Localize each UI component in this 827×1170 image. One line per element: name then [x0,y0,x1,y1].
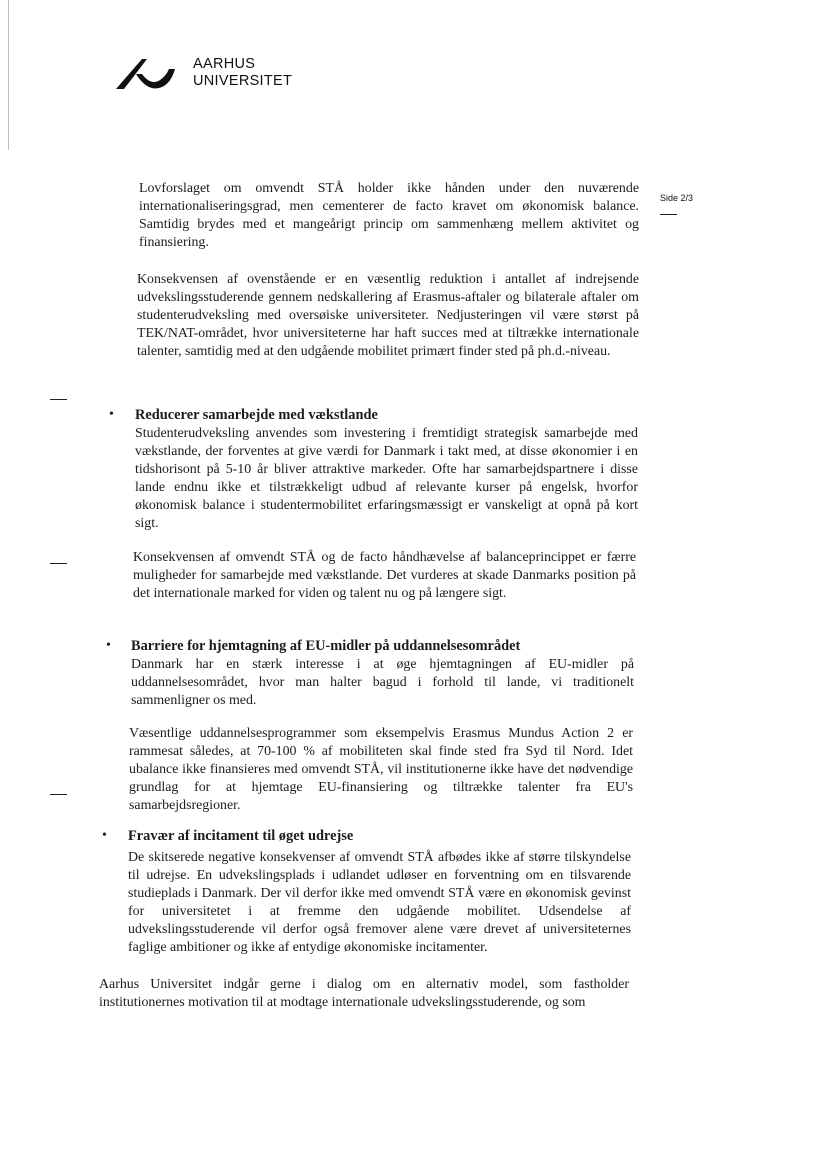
page-number-rule [660,214,677,215]
margin-fold-mark [50,563,67,564]
logo-text [193,56,313,90]
university-logo [114,56,304,96]
margin-fold-mark [50,399,67,400]
bullet-marker: • [109,407,114,422]
margin-fold-mark [50,794,67,795]
section-2-paragraph-1: Danmark har en stærk interesse i at øge hjemtagningen af EU-midler på uddannelsesområdet, hvor man halter bagud i forhold til lande, vi traditionelt sammenligner os med. [131,657,634,708]
logo-line-1: AARHUS [193,56,256,72]
section-1-paragraph-2: Konsekvensen af omvendt STÅ og de facto håndhævelse af balanceprincippet er færre muligheder for samarbejde med vækstlande. Det vurderes at skade Danmarks position på det internationale marked for viden og talent nu og på længere sigt. [133,550,636,601]
au-logo-icon [114,56,180,92]
intro-paragraph-1: Lovforslaget om omvendt STÅ holder ikke hånden under den nuværende internationaliseringsgrad, men cementerer de facto kravet om økonomisk balance. Samtidig brydes med et mangeårigt princip om sammenhæng mellem aktivitet og finansiering. [139,181,639,250]
section-heading-growth-countries: Reducerer samarbejde med vækstlande [135,407,378,423]
logo-line-2: UNIVERSITET [193,73,293,89]
scan-edge-line [8,0,9,150]
section-2-paragraph-2: Væsentlige uddannelsesprogrammer som eksempelvis Erasmus Mundus Action 2 er rammesat således, at 70-100 % af mobiliteten skal finde sted fra Syd til Nord. Idet ubalance ikke finansieres med omvendt STÅ, vil institutionerne ikke have det nødvendige grundlag for at hjemtage EU-finansiering og tiltrække talenter fra EU's samarbejdsregioner. [129,726,633,813]
intro-paragraph-2: Konsekvensen af ovenstående er en væsentlig reduktion i antallet af indrejsende udvekslingsstuderende gennem nedskallering af Erasmus-aftaler og bilaterale aftaler om studenterudveksling med oversøiske universiteter. Nedjusteringen vil være størst på TEK/NAT-området, hvor universiteterne har haft succes med at tiltrække internationale talenter, samtidig med at den udgående mobilitet primært finder sted på ph.d.-niveau. [137,272,639,359]
section-heading-eu-funds: Barriere for hjemtagning af EU-midler på uddannelsesområdet [131,638,521,654]
bullet-marker: • [102,828,107,843]
section-3-paragraph-1: De skitserede negative konsekvenser af omvendt STÅ afbødes ikke af større tilskyndelse til udrejse. En udvekslingsplads i udlandet udløser en forventning om en tilsvarende studieplads i Danmark. Der vil derfor ikke med omvendt STÅ være en økonomisk gevinst for universitetet i at fremme den udgående mobilitet. Udsendelse af udvekslingsstuderende vil derfor også fremover alene være drevet af universiteternes faglige ambitioner og ikke af entydige økonomiske incitamenter. [128,850,631,955]
section-1-paragraph-1: Studenterudveksling anvendes som investering i fremtidigt strategisk samarbejde med vækstlande, der forventes at give værdi for Danmark i takt med, at disse økonomier i en tidshorisont på 5-10 år bliver attraktive markeder. Ofte har samarbejdspartnere i disse lande endnu ikke et tilstrækkeligt udbud af relevante kurser på engelsk, hvorfor økonomisk balance i studentermobilitet erfaringsmæssigt er vanskeligt at opnå på kort sigt. [135,426,638,531]
closing-paragraph: Aarhus Universitet indgår gerne i dialog om en alternativ model, som fastholder institutionernes motivation til at modtage internationale udvekslingsstuderende, og som [99,977,629,1010]
bullet-marker: • [106,638,111,653]
section-heading-outgoing-incentive: Fravær af incitament til øget udrejse [128,828,354,844]
page-number: Side 2/3 [660,193,694,203]
